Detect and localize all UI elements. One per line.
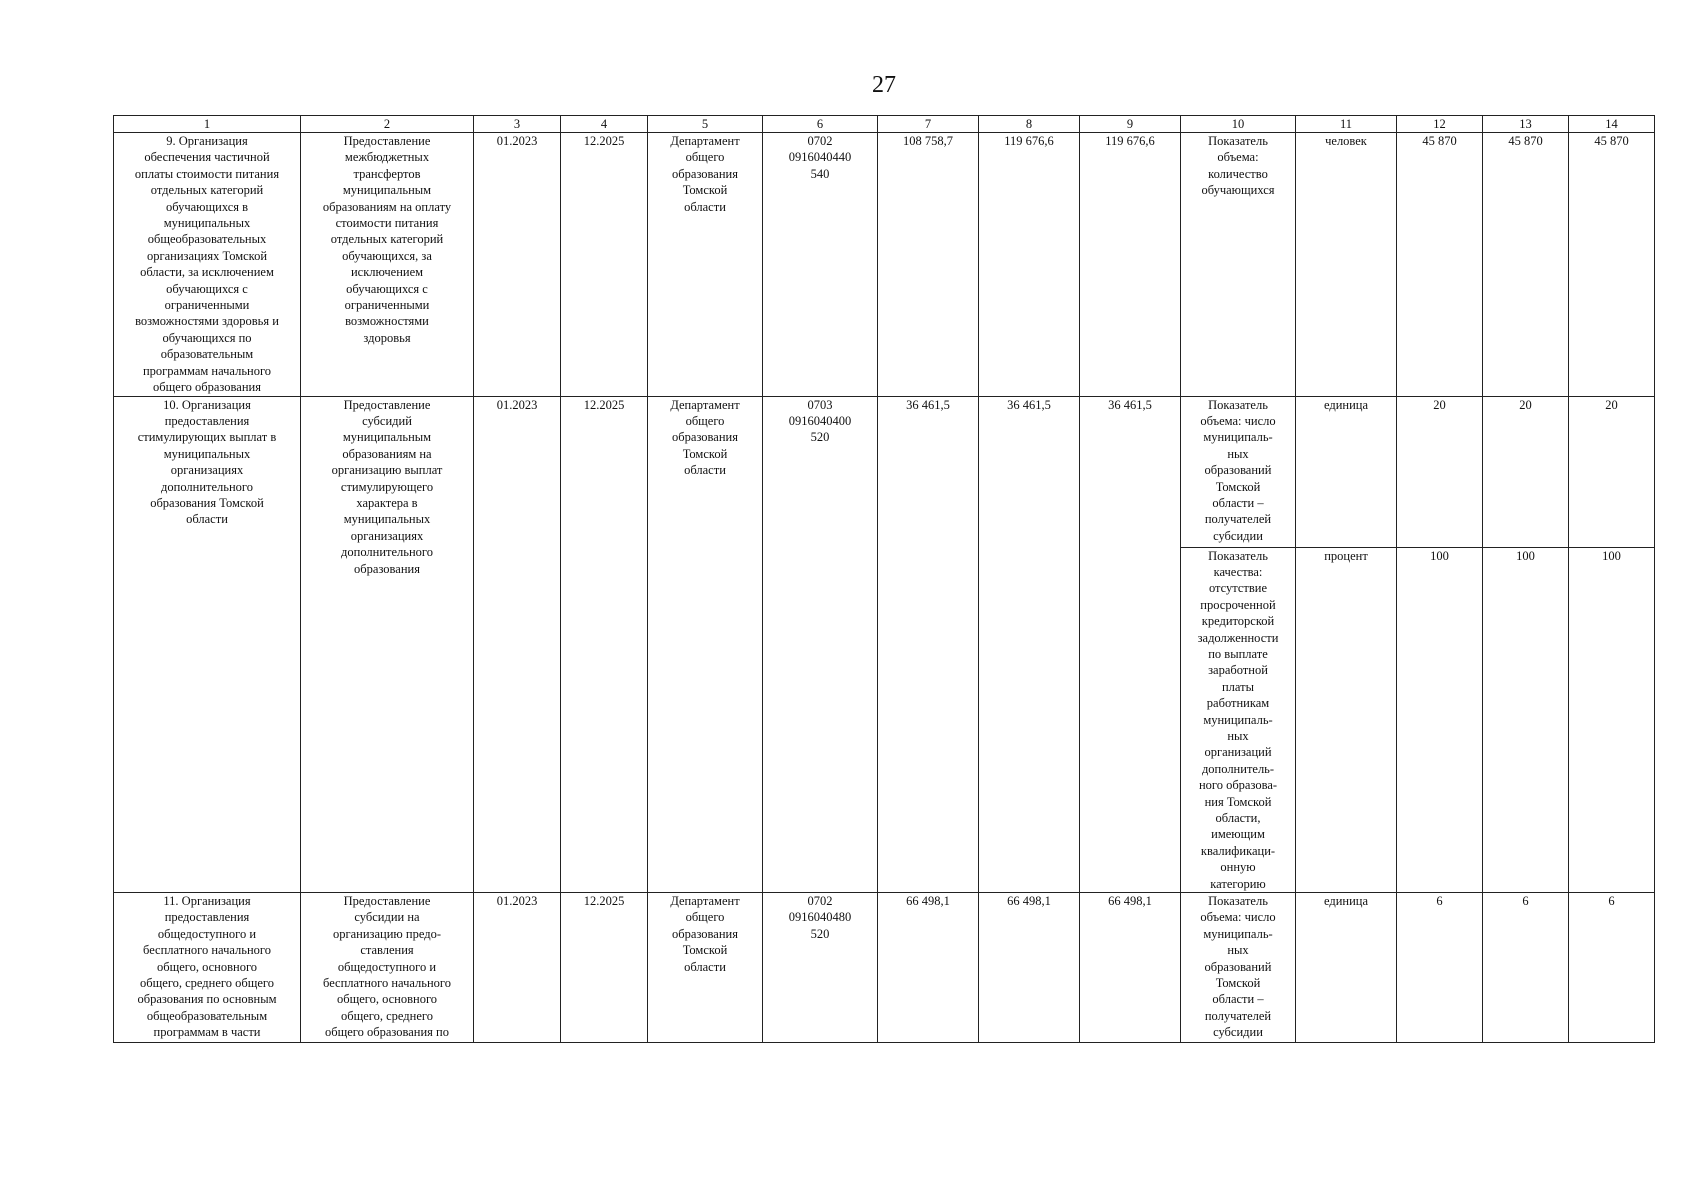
table-row [114, 396, 1655, 547]
indicator-year-3: 100 [1569, 547, 1655, 893]
task-name: 9. Организация обеспечения частичной оплаты стоимости питания отдельных категорий обучающихся в муниципальных общеобразовательных организациях Томской области, за исключением обучающихся с ограниченными возможностями здоровья и обучающихся по образовательным программам начального общего образования [114, 133, 301, 397]
end-date: 12.2025 [561, 133, 648, 397]
indicator-year-3: 20 [1569, 396, 1655, 547]
indicator-year-3: 45 870 [1569, 133, 1655, 397]
indicator-year-2: 45 870 [1483, 133, 1569, 397]
table-row [114, 133, 1655, 397]
indicator-year-2: 6 [1483, 893, 1569, 1043]
indicator-name: Показатель объема: количество обучающихся [1181, 133, 1296, 397]
funding-year-2: 66 498,1 [979, 893, 1080, 1043]
budget-code: 0703 0916040400 520 [763, 396, 878, 893]
task-name: 10. Организация предоставления стимулирующих выплат в муниципальных организациях дополнительного образования Томской области [114, 396, 301, 893]
column-number-4: 4 [561, 116, 648, 133]
column-number-5: 5 [648, 116, 763, 133]
column-number-12: 12 [1397, 116, 1483, 133]
column-number-11: 11 [1296, 116, 1397, 133]
table-row [114, 893, 1655, 1043]
column-number-3: 3 [474, 116, 561, 133]
program-table [113, 115, 1655, 1043]
funding-year-1: 108 758,7 [878, 133, 979, 397]
column-number-14: 14 [1569, 116, 1655, 133]
end-date: 12.2025 [561, 893, 648, 1043]
indicator-name: Показатель объема: число муниципаль- ных образований Томской области – получателей субсидии [1181, 396, 1296, 547]
indicator-name: Показатель объема: число муниципаль- ных образований Томской области – получателей субсидии [1181, 893, 1296, 1043]
column-number-2: 2 [301, 116, 474, 133]
indicator-year-1: 45 870 [1397, 133, 1483, 397]
funding-year-3: 66 498,1 [1080, 893, 1181, 1043]
start-date: 01.2023 [474, 133, 561, 397]
indicator-year-3: 6 [1569, 893, 1655, 1043]
column-number-8: 8 [979, 116, 1080, 133]
budget-code: 0702 0916040440 540 [763, 133, 878, 397]
column-number-1: 1 [114, 116, 301, 133]
funding-year-3: 119 676,6 [1080, 133, 1181, 397]
indicator-year-1: 20 [1397, 396, 1483, 547]
column-number-13: 13 [1483, 116, 1569, 133]
column-number-row [114, 116, 1655, 133]
indicator-year-2: 20 [1483, 396, 1569, 547]
start-date: 01.2023 [474, 893, 561, 1043]
measure-name: Предоставление субсидии на организацию предо- ставления общедоступного и бесплатного начального общего, основного общего, среднего общего образования по [301, 893, 474, 1043]
indicator-unit: человек [1296, 133, 1397, 397]
executor: Департамент общего образования Томской области [648, 133, 763, 397]
column-number-10: 10 [1181, 116, 1296, 133]
funding-year-3: 36 461,5 [1080, 396, 1181, 893]
indicator-year-1: 6 [1397, 893, 1483, 1043]
indicator-unit: единица [1296, 396, 1397, 547]
task-name: 11. Организация предоставления общедоступного и бесплатного начального общего, основного общего, среднего общего образования по основным общеобразовательным программам в части [114, 893, 301, 1043]
page-number: 27 [872, 72, 896, 98]
budget-code: 0702 0916040480 520 [763, 893, 878, 1043]
executor: Департамент общего образования Томской области [648, 893, 763, 1043]
measure-name: Предоставление субсидий муниципальным образованиям на организацию выплат стимулирующего характера в муниципальных организациях дополнительного образования [301, 396, 474, 893]
end-date: 12.2025 [561, 396, 648, 893]
funding-year-2: 36 461,5 [979, 396, 1080, 893]
funding-year-1: 36 461,5 [878, 396, 979, 893]
executor: Департамент общего образования Томской области [648, 396, 763, 893]
column-number-9: 9 [1080, 116, 1181, 133]
funding-year-2: 119 676,6 [979, 133, 1080, 397]
indicator-year-1: 100 [1397, 547, 1483, 893]
indicator-name: Показатель качества: отсутствие просроченной кредиторской задолженности по выплате заработной платы работникам муниципаль- ных организаций дополнитель- ного образова- ния Томской области, имеющим квалификаци- онную категорию [1181, 547, 1296, 893]
start-date: 01.2023 [474, 396, 561, 893]
measure-name: Предоставление межбюджетных трансфертов муниципальным образованиям на оплату стоимости питания отдельных категорий обучающихся, за исключением обучающихся с ограниченными возможностями здоровья [301, 133, 474, 397]
indicator-year-2: 100 [1483, 547, 1569, 893]
column-number-7: 7 [878, 116, 979, 133]
column-number-6: 6 [763, 116, 878, 133]
funding-year-1: 66 498,1 [878, 893, 979, 1043]
indicator-unit: единица [1296, 893, 1397, 1043]
indicator-unit: процент [1296, 547, 1397, 893]
